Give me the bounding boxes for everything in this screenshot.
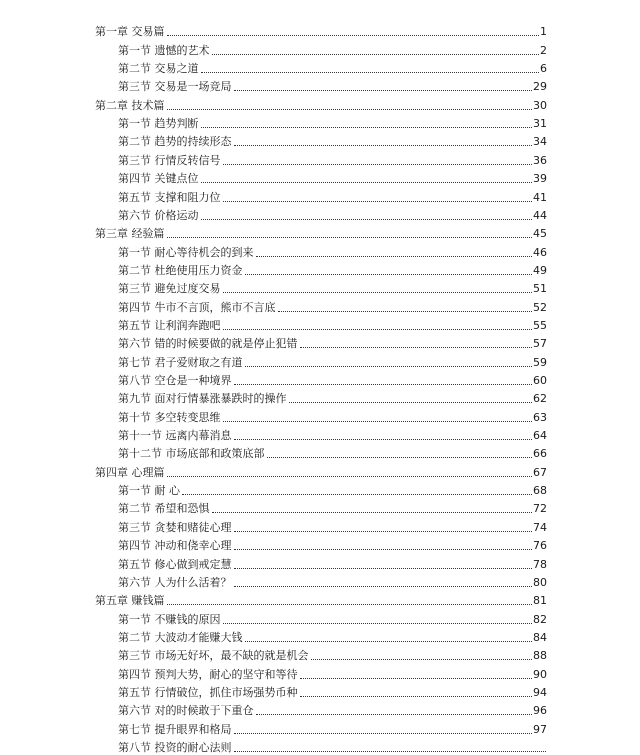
toc-entry-title: 第一章 交易篇 (95, 25, 165, 39)
toc-dot-leader (245, 274, 533, 275)
toc-chapter-entry (95, 590, 547, 608)
toc-page-number: 81 (533, 594, 547, 608)
toc-dot-leader (212, 54, 540, 55)
toc-dot-leader (278, 311, 533, 312)
toc-entry-title: 第五节 让利润奔跑吧 (118, 318, 221, 332)
toc-section-entry (118, 406, 547, 424)
toc-dot-leader (234, 90, 533, 91)
toc-entry-title: 第五节 修心做到戒定慧 (118, 557, 232, 571)
toc-page-number: 60 (533, 374, 547, 388)
toc-chapter-entry (95, 21, 547, 39)
toc-page-number: 6 (540, 62, 547, 76)
toc-entry-title: 第二节 交易之道 (118, 62, 199, 76)
toc-dot-leader (311, 659, 533, 660)
toc-page-number: 64 (533, 429, 547, 443)
toc-entry-title: 第四节 牛市不言顶，熊市不言底 (118, 300, 276, 314)
toc-chapter-entry (95, 223, 547, 241)
toc-page-number: 74 (533, 520, 547, 534)
toc-section-entry (118, 425, 547, 443)
toc-section-entry (118, 278, 547, 296)
toc-dot-leader (234, 751, 547, 752)
toc-dot-leader (201, 182, 533, 183)
toc-page-number: 39 (533, 172, 547, 186)
toc-page-number: 46 (533, 245, 547, 259)
toc-section-entry (118, 663, 547, 681)
toc-section-entry (118, 205, 547, 223)
toc-entry-title: 第五节 行情破位，抓住市场强势币种 (118, 685, 298, 699)
toc-dot-leader (212, 512, 533, 513)
toc-entry-title: 第一节 耐心等待机会的到来 (118, 245, 254, 259)
toc-dot-leader (300, 347, 533, 348)
toc-dot-leader (223, 292, 533, 293)
toc-section-entry (118, 627, 547, 645)
toc-section-entry (118, 443, 547, 461)
toc-dot-leader (223, 421, 533, 422)
toc-dot-leader (167, 35, 540, 36)
toc-page-number: 78 (533, 557, 547, 571)
toc-section-entry (118, 76, 547, 94)
toc-entry-title: 第六节 错的时候要做的就是停止犯错 (118, 337, 298, 351)
toc-page-number: 1 (540, 25, 547, 39)
toc-dot-leader (245, 366, 533, 367)
toc-dot-leader (223, 201, 533, 202)
toc-section-entry (118, 296, 547, 314)
toc-section-entry (118, 480, 547, 498)
toc-page-number: 97 (533, 722, 547, 736)
toc-page-number: 44 (533, 208, 547, 222)
toc-page-number: 36 (533, 153, 547, 167)
toc-page-number: 96 (533, 704, 547, 718)
toc-section-entry (118, 58, 547, 76)
toc-entry-title: 第八节 投资的耐心法则 (118, 741, 232, 755)
toc-section-entry (118, 388, 547, 406)
toc-dot-leader (201, 127, 533, 128)
toc-section-entry (118, 39, 547, 57)
toc-entry-title: 第四节 预判大势，耐心的坚守和等待 (118, 667, 298, 681)
toc-section-entry (118, 608, 547, 626)
toc-entry-title: 第十一节 远离内幕消息 (118, 429, 232, 443)
toc-entry-title: 第二节 大波动才能赚大钱 (118, 630, 243, 644)
toc-section-entry (118, 260, 547, 278)
toc-section-entry (118, 370, 547, 388)
toc-dot-leader (167, 237, 533, 238)
toc-entry-title: 第七节 提升眼界和格局 (118, 722, 232, 736)
toc-section-entry (118, 168, 547, 186)
toc-section-entry (118, 682, 547, 700)
toc-dot-leader (223, 623, 533, 624)
top-edge-mark (286, 0, 356, 4)
toc-dot-leader (234, 586, 533, 587)
toc-page-number: 90 (533, 667, 547, 681)
toc-entry-title: 第四章 心理篇 (95, 465, 165, 479)
toc-entry-title: 第三节 交易是一场竞局 (118, 80, 232, 94)
toc-entry-title: 第十节 多空转变思维 (118, 410, 221, 424)
toc-page-number: 2 (540, 43, 547, 57)
toc-entry-title: 第九节 面对行情暴涨暴跌时的操作 (118, 392, 287, 406)
toc-section-entry (118, 700, 547, 718)
toc-dot-leader (256, 714, 533, 715)
toc-dot-leader (182, 494, 532, 495)
toc-page-number: 94 (533, 685, 547, 699)
toc-section-entry (118, 186, 547, 204)
toc-entry-title: 第七节 君子爱财取之有道 (118, 355, 243, 369)
toc-entry-title: 第一节 遗憾的艺术 (118, 43, 210, 57)
toc-page-number: 30 (533, 98, 547, 112)
toc-chapter-entry (95, 94, 547, 112)
toc-entry-title: 第一节 耐 心 (118, 484, 180, 498)
toc-page-number: 49 (533, 263, 547, 277)
toc-dot-leader (234, 145, 533, 146)
toc-section-entry (118, 113, 547, 131)
toc-page-number: 41 (533, 190, 547, 204)
toc-entry-title: 第一节 不赚钱的原因 (118, 612, 221, 626)
toc-page-number: 57 (533, 337, 547, 351)
toc-page-number: 34 (533, 135, 547, 149)
toc-dot-leader (223, 329, 533, 330)
toc-section-entry (118, 572, 547, 590)
toc-dot-leader (234, 549, 533, 550)
toc-section-entry (118, 315, 547, 333)
toc-section-entry (118, 535, 547, 553)
toc-dot-leader (234, 733, 533, 734)
toc-dot-leader (167, 476, 533, 477)
toc-page-number: 63 (533, 410, 547, 424)
toc-entry-title: 第三节 行情反转信号 (118, 153, 221, 167)
toc-entry-title: 第四节 冲动和侥幸心理 (118, 539, 232, 553)
toc-section-entry (118, 149, 547, 167)
toc-entry-title: 第二章 技术篇 (95, 98, 165, 112)
toc-entry-title: 第一节 趋势判断 (118, 117, 199, 131)
toc-page-number: 67 (533, 465, 547, 479)
toc-entry-title: 第五节 支撑和阻力位 (118, 190, 221, 204)
toc-page-number: 72 (533, 502, 547, 516)
toc-chapter-entry (95, 461, 547, 479)
toc-page-number: 62 (533, 392, 547, 406)
toc-dot-leader (234, 439, 533, 440)
toc-page-number: 29 (533, 80, 547, 94)
toc-dot-leader (234, 384, 533, 385)
toc-entry-title: 第三节 贪婪和赌徒心理 (118, 520, 232, 534)
toc-dot-leader (289, 402, 533, 403)
toc-dot-leader (300, 696, 533, 697)
toc-dot-leader (234, 531, 533, 532)
toc-dot-leader (256, 256, 533, 257)
toc-page-number: 88 (533, 649, 547, 663)
toc-dot-leader (267, 457, 533, 458)
toc-page-number: 51 (533, 282, 547, 296)
toc-entry-title: 第五章 赚钱篇 (95, 594, 165, 608)
toc-dot-leader (167, 109, 533, 110)
toc-section-entry (118, 718, 547, 736)
toc-page-number: 66 (533, 447, 547, 461)
toc-dot-leader (300, 678, 533, 679)
toc-page-number: 84 (533, 630, 547, 644)
toc-section-entry (118, 645, 547, 663)
toc-entry-title: 第八节 空仓是一种境界 (118, 374, 232, 388)
toc-entry-title: 第二节 杜绝使用压力资金 (118, 263, 243, 277)
toc-section-entry (118, 241, 547, 259)
toc-section-entry (118, 516, 547, 534)
toc-entry-title: 第三节 避免过度交易 (118, 282, 221, 296)
toc-section-entry (118, 333, 547, 351)
toc-section-entry (118, 498, 547, 516)
toc-entry-title: 第三章 经验篇 (95, 227, 165, 241)
toc-entry-title: 第六节 价格运动 (118, 208, 199, 222)
toc-entry-title: 第六节 人为什么活着？ (118, 575, 232, 589)
toc-page-number: 76 (533, 539, 547, 553)
toc-page-number: 52 (533, 300, 547, 314)
toc-section-entry (118, 131, 547, 149)
toc-section-entry (118, 737, 547, 755)
toc-dot-leader (234, 568, 533, 569)
toc-entry-title: 第六节 对的时候敢于下重仓 (118, 704, 254, 718)
toc-entry-title: 第三节 市场无好坏，最不缺的就是机会 (118, 649, 309, 663)
toc-page-number: 31 (533, 117, 547, 131)
toc-dot-leader (245, 641, 533, 642)
toc-entry-title: 第四节 关键点位 (118, 172, 199, 186)
toc-page-number: 82 (533, 612, 547, 626)
toc-dot-leader (201, 219, 533, 220)
toc-entry-title: 第二节 趋势的持续形态 (118, 135, 232, 149)
toc-page-number: 80 (533, 575, 547, 589)
toc-dot-leader (223, 164, 533, 165)
toc-page-number: 55 (533, 318, 547, 332)
toc-section-entry (118, 553, 547, 571)
toc-page-number: 59 (533, 355, 547, 369)
toc-entry-title: 第二节 希望和恐惧 (118, 502, 210, 516)
toc-page-number: 68 (533, 484, 547, 498)
toc-page-number: 45 (533, 227, 547, 241)
toc-dot-leader (201, 72, 540, 73)
toc-dot-leader (167, 604, 533, 605)
toc-entry-title: 第十二节 市场底部和政策底部 (118, 447, 265, 461)
toc-section-entry (118, 351, 547, 369)
